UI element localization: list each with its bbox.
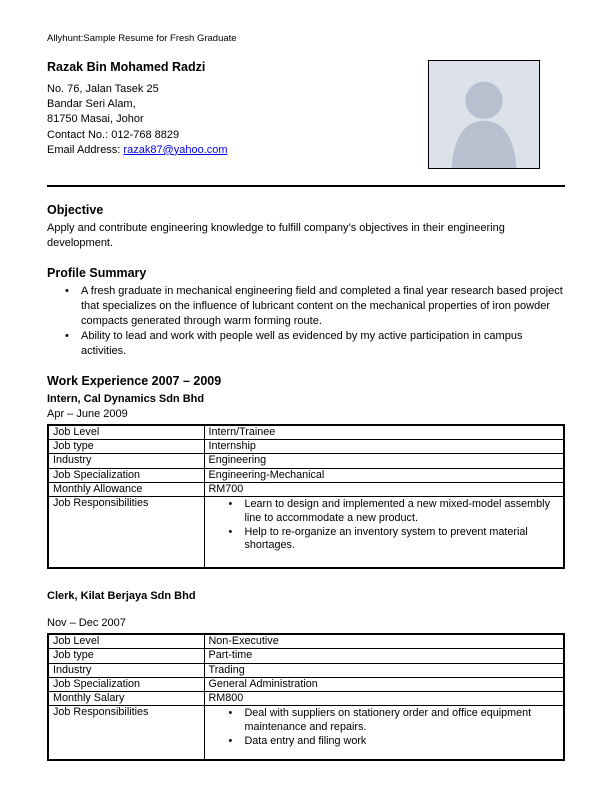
table-row xyxy=(48,497,564,569)
responsibilities-cell xyxy=(204,706,564,760)
job-details-table-body xyxy=(48,425,564,568)
responsibilities-cell xyxy=(204,497,564,569)
address-line-2: Bandar Seri Alam, xyxy=(47,98,136,111)
row-value: Engineering-Mechanical xyxy=(204,468,564,482)
section-divider xyxy=(47,185,565,187)
row-label: Job Level xyxy=(48,634,204,649)
table-row xyxy=(48,468,564,482)
candidate-name: Razak Bin Mohamed Radzi xyxy=(47,60,206,74)
row-value: Part-time xyxy=(204,649,564,663)
table-row xyxy=(48,692,564,706)
row-label: Monthly Allowance xyxy=(48,482,204,496)
table-row xyxy=(48,706,564,760)
silhouette-head xyxy=(465,82,502,119)
table-row xyxy=(48,440,564,454)
row-value: General Administration xyxy=(204,677,564,691)
row-value: Non-Executive xyxy=(204,634,564,649)
profile-bullet-text: Ability to lead and work with people well as evidenced by my active participation in campus activities. xyxy=(81,330,523,358)
job-title: Clerk, Kilat Berjaya Sdn Bhd xyxy=(47,590,196,603)
email-label: Email Address: xyxy=(47,143,124,156)
list-item xyxy=(65,284,565,329)
table-row xyxy=(48,649,564,663)
row-label: Job type xyxy=(48,440,204,454)
table-row xyxy=(48,454,564,468)
profile-summary-heading: Profile Summary xyxy=(47,266,147,281)
list-item xyxy=(209,707,560,735)
row-label: Industry xyxy=(48,663,204,677)
job-details-table-body xyxy=(48,634,564,759)
job-entry-intern xyxy=(47,392,565,569)
list-item xyxy=(209,735,560,749)
row-label: Monthly Salary xyxy=(48,692,204,706)
contact-number: Contact No.: 012-768 8829 xyxy=(47,128,180,141)
header-note: Allyhunt:Sample Resume for Fresh Graduate xyxy=(47,33,237,44)
email-link[interactable]: razak87@yahoo.com xyxy=(123,143,228,156)
row-label: Job Responsibilities xyxy=(48,497,204,569)
job-details-table xyxy=(47,424,565,569)
row-label: Job Level xyxy=(48,425,204,440)
row-value: Internship xyxy=(204,440,564,454)
job-period: Apr – June 2009 xyxy=(47,408,128,421)
responsibility-text: Deal with suppliers on stationery order and office equipment maintenance and repairs. xyxy=(244,707,532,734)
job-title: Intern, Cal Dynamics Sdn Bhd xyxy=(47,393,205,406)
row-value: RM700 xyxy=(204,482,564,496)
row-value: Intern/Trainee xyxy=(204,425,564,440)
profile-bullet-list xyxy=(65,284,565,359)
profile-bullet-text: A fresh graduate in mechanical engineering field and completed a final year research based project that specializes on the influence of lubricant content on the mechanical properties of iron powder compacts generated through warm forming route. xyxy=(81,285,563,328)
work-experience-section xyxy=(47,374,565,761)
table-row xyxy=(48,634,564,649)
bullet-icon: • xyxy=(228,498,233,511)
objective-section xyxy=(47,203,565,250)
job-details-table xyxy=(47,633,565,760)
list-item xyxy=(209,526,560,554)
objective-heading: Objective xyxy=(47,203,104,218)
bullet-icon: • xyxy=(65,285,69,298)
row-value: RM800 xyxy=(204,692,564,706)
job-period: Nov – Dec 2007 xyxy=(47,617,126,630)
row-label: Job Responsibilities xyxy=(48,706,204,760)
table-row xyxy=(48,425,564,440)
person-silhouette-icon xyxy=(429,61,539,168)
list-item xyxy=(209,498,560,526)
photo-placeholder xyxy=(428,60,540,169)
row-label: Job type xyxy=(48,649,204,663)
table-row xyxy=(48,663,564,677)
responsibility-text: Data entry and filing work xyxy=(244,734,367,747)
bullet-icon: • xyxy=(228,734,233,747)
address-line-1: No. 76, Jalan Tasek 25 xyxy=(47,83,159,95)
job-entry-clerk xyxy=(47,589,565,760)
row-value: Engineering xyxy=(204,454,564,468)
row-label: Industry xyxy=(48,454,204,468)
bullet-icon: • xyxy=(65,330,69,343)
responsibility-text: Help to re-organize an inventory system to prevent material shortages. xyxy=(244,525,528,552)
row-label: Job Specialization xyxy=(48,468,204,482)
work-experience-heading: Work Experience 2007 – 2009 xyxy=(47,374,222,389)
address-line-3: 81750 Masai, Johor xyxy=(47,113,144,126)
row-label: Job Specialization xyxy=(48,677,204,691)
list-item xyxy=(65,329,565,359)
table-row xyxy=(48,677,564,691)
objective-text: Apply and contribute engineering knowledge to fulfill company’s objectives in their engineering development. xyxy=(47,222,505,249)
bullet-icon: • xyxy=(228,525,233,538)
table-row xyxy=(48,482,564,496)
profile-summary-section xyxy=(47,266,565,359)
bullet-icon: • xyxy=(228,707,233,720)
responsibility-text: Learn to design and implemented a new mixed-model assembly line to accommodate a new product. xyxy=(244,498,550,524)
row-value: Trading xyxy=(204,663,564,677)
